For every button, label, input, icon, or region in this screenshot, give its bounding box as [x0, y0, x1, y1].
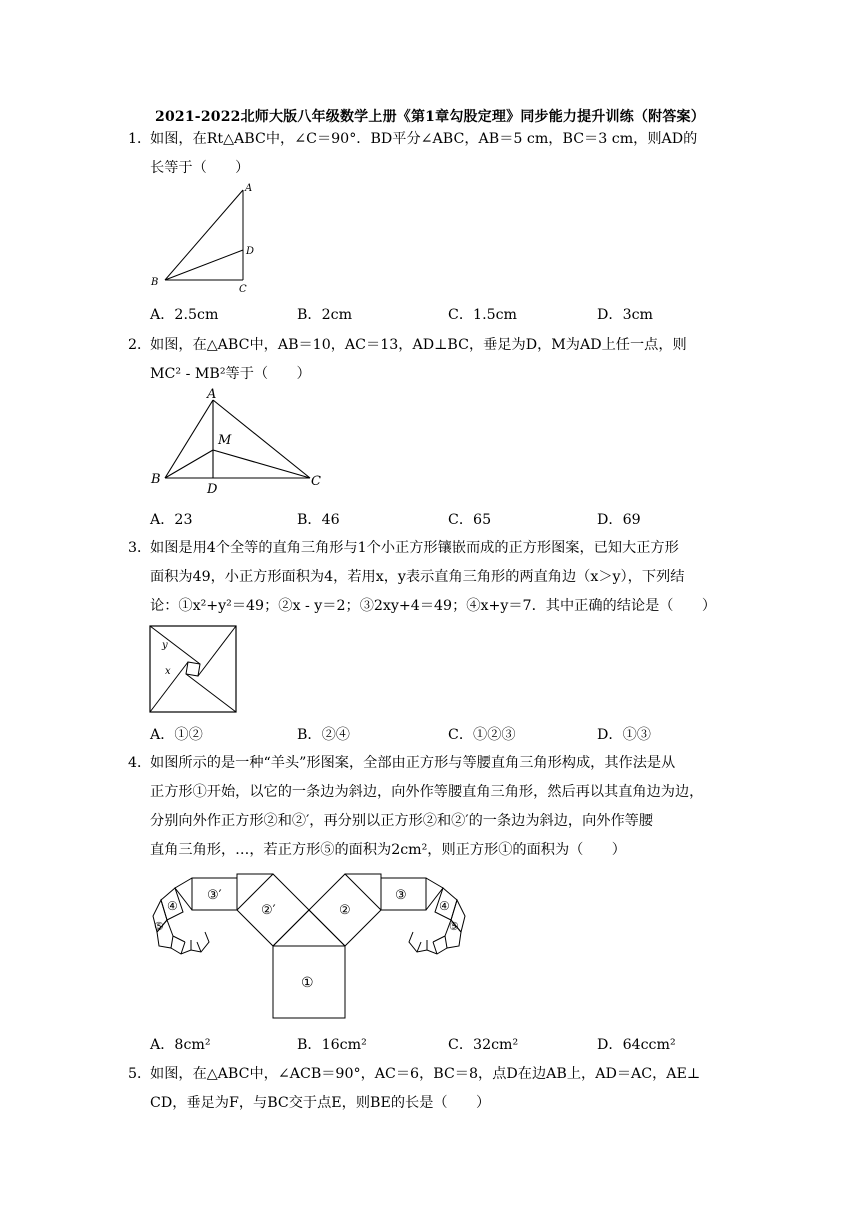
question-text: 分别向外作正方形②和②′，再分别以正方形②和②′的一条边为斜边，向外作等腰: [150, 813, 654, 829]
option-b: B．46: [297, 512, 340, 528]
side-label: y: [162, 640, 168, 651]
question-text: 如图所示的是一种“羊头”形图案，全部由正方形与等腰直角三角形构成，其作法是从: [150, 755, 676, 771]
figure-right-triangle: [145, 182, 265, 297]
option-a: A．8cm²: [150, 1037, 211, 1053]
shape-label: ⑤: [154, 920, 164, 933]
shape-label: ②: [339, 903, 351, 918]
option-d: D．①③: [597, 727, 651, 743]
option-b: B．16cm²: [297, 1037, 367, 1053]
option-c: C．①②③: [448, 727, 516, 743]
option-d: D．3cm: [597, 307, 653, 323]
shape-label: ④: [439, 899, 450, 913]
vertex-label: A: [207, 388, 217, 402]
option-a: A．①②: [150, 727, 203, 743]
question-text: 如图，在△ABC中，AB＝10，AC＝13，AD⊥BC，垂足为D，M为AD上任一点，则: [150, 337, 687, 353]
side-label: x: [165, 666, 171, 677]
question-text: 直角三角形，…，若正方形⑤的面积为2cm²，则正方形①的面积为（ ）: [150, 842, 626, 858]
shape-label: ①: [301, 975, 314, 991]
shape-label: ④: [167, 899, 178, 913]
figure-triangle-abc: [145, 388, 335, 498]
question-text: 面积为49，小正方形面积为4，若用x，y表示直角三角形的两直角边（x＞y），下列结: [150, 569, 685, 585]
option-a: A．23: [150, 512, 193, 528]
vertex-label: M: [218, 433, 232, 448]
question-number: 2．: [128, 337, 152, 353]
question-number: 3．: [128, 540, 152, 556]
question-text: 论：①x²+y²＝49；②x - y＝2；③2xy+4＝49；④x+y＝7．其中正确的结论是（ ）: [150, 598, 717, 614]
option-a: A．2.5cm: [150, 307, 219, 323]
question-text: CD，垂足为F，与BC交于点E，则BE的长是（ ）: [150, 1095, 491, 1111]
vertex-label: B: [151, 472, 161, 487]
vertex-label: D: [246, 246, 255, 257]
question-text: 如图是用4个全等的直角三角形与1个小正方形镶嵌而成的正方形图案，已知大正方形: [150, 540, 679, 556]
vertex-label: A: [245, 183, 253, 194]
vertex-label: B: [151, 277, 159, 288]
option-b: B．②④: [297, 727, 350, 743]
question-number: 4．: [128, 755, 152, 771]
option-c: C．32cm²: [448, 1037, 519, 1053]
option-d: D．69: [597, 512, 641, 528]
question-text: 正方形①开始，以它的一条边为斜边，向外作等腰直角三角形，然后再以其直角边为边，: [150, 784, 704, 800]
figure-ram-head: [145, 866, 485, 1024]
shape-label: ③′: [207, 888, 222, 903]
option-d: D．64ccm²: [597, 1037, 676, 1053]
option-b: B．2cm: [297, 307, 353, 323]
vertex-label: D: [207, 482, 218, 497]
question-text: 长等于（ ）: [150, 160, 250, 176]
vertex-label: C: [239, 284, 247, 295]
vertex-label: C: [311, 474, 321, 489]
page-title: 2021-2022北师大版八年级数学上册《第1章勾股定理》同步能力提升训练（附答案）: [155, 109, 705, 125]
shape-label: ③: [395, 888, 407, 903]
question-text: 如图，在Rt△ABC中，∠C＝90°．BD平分∠ABC，AB＝5 cm，BC＝3 cm，则AD的: [150, 131, 698, 147]
shape-label: ⑤: [449, 920, 459, 933]
figure-pythagoras-square: [148, 624, 240, 716]
shape-label: ②′: [261, 903, 276, 918]
question-text: 如图，在△ABC中，∠ACB＝90°，AC＝6，BC＝8，点D在边AB上，AD＝AC，AE⊥: [150, 1066, 701, 1082]
question-text: MC² - MB²等于（ ）: [150, 366, 311, 382]
question-number: 5．: [128, 1066, 152, 1082]
question-number: 1．: [128, 131, 152, 147]
option-c: C．1.5cm: [448, 307, 518, 323]
option-c: C．65: [448, 512, 492, 528]
